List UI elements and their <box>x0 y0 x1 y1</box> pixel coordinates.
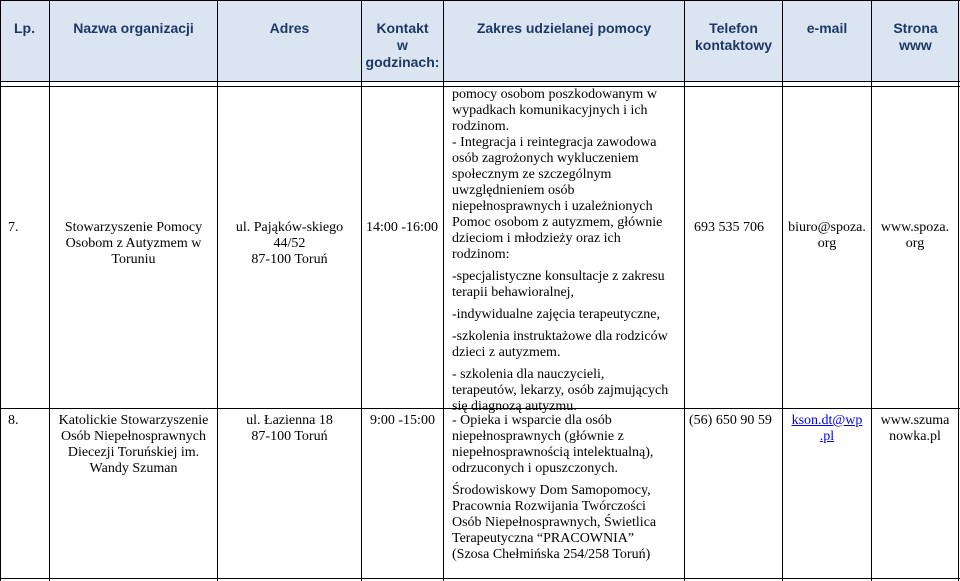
row-7-website: www.spoza. org <box>880 220 950 251</box>
row-8-help: - Opieka i wsparcie dla osób niepełnosprawnych (głównie z niepełnosprawnością intelektualną), odrzuconych i opuszczonych. Środowiskowy Dom Samopomocy, Pracownia Rozwijania Twórczości Osób Niepełnosprawnych, Świetlica Terapeutyczna “PRACOWNIA” (Szosa Chełmińska 254/258 Toruń) <box>452 413 657 562</box>
row-8-address: ul. Łazienna 18 87-100 Toruń <box>246 413 333 444</box>
row-8-org-name: Katolickie Stowarzyszenie Osób Niepełnosprawnych Diecezji Toruńskiej im. Wandy Szuman <box>58 413 209 476</box>
table-header <box>0 0 960 82</box>
grid-line <box>0 0 960 1</box>
header-address: Adres <box>269 20 310 36</box>
header-scope: Zakres udzielanej pomocy <box>476 20 652 36</box>
row-7-hours: 14:00 -16:00 <box>366 220 438 235</box>
grid-line <box>217 0 218 581</box>
grid-line <box>782 0 783 581</box>
row-8-email-link[interactable]: kson.dt@wp .pl <box>791 413 863 444</box>
row-8-website: www.szuma nowka.pl <box>880 413 950 444</box>
grid-line <box>684 0 685 581</box>
header-email: e-mail <box>806 20 848 36</box>
grid-line <box>871 0 872 581</box>
grid-line <box>443 0 444 581</box>
row-7-email: biuro@spoza. org <box>788 220 866 251</box>
row-7-org-name: Stowarzyszenie Pomocy Osobom z Autyzmem w Toruniu <box>64 220 203 267</box>
grid-line <box>958 0 959 581</box>
header-lp: Lp. <box>14 20 35 36</box>
header-contact-hours: Kontakt w godzinach: <box>365 20 440 70</box>
row-7-address: ul. Pająków-skiego 44/52 87-100 Toruń <box>235 220 344 267</box>
grid-line <box>0 81 960 82</box>
header-website: Strona www <box>893 20 938 53</box>
grid-line <box>49 0 50 581</box>
row-7-help: pomocy osobom poszkodowanym w wypadkach komunikacyjnych i ich rodzinom. - Integracja i reintegracja zawodowa osób zagrożonych wykluczeniem społecznym ze szczególnym uwzględnieniem osób niepełnosprawnych i uzależnionych Pomoc osobom z autyzmem, głównie dzieciom i młodzieży oraz ich rodzinom: -specjalistyczne konsultacje z zakresu terapii behawioralnej, -indywidualne zajęcia terapeutyczne, -szkolenia instruktażowe dla rodziców dzieci z autyzmem. - szkolenia dla nauczycieli, terapeutów, lekarzy, osób zajmujących się diagnozą autyzmu. <box>452 87 669 414</box>
row-7-phone: 693 535 706 <box>694 220 764 235</box>
row-8-hours: 9:00 -15:00 <box>370 413 435 428</box>
row-8-lp: 8. <box>8 413 19 428</box>
grid-line <box>0 578 960 579</box>
header-phone: Telefon kontaktowy <box>694 20 772 53</box>
row-7-lp: 7. <box>8 220 19 235</box>
grid-line <box>0 0 1 581</box>
row-8-phone: (56) 650 90 59 <box>689 413 772 428</box>
grid-line <box>361 0 362 581</box>
header-org-name: Nazwa organizacji <box>73 20 194 36</box>
